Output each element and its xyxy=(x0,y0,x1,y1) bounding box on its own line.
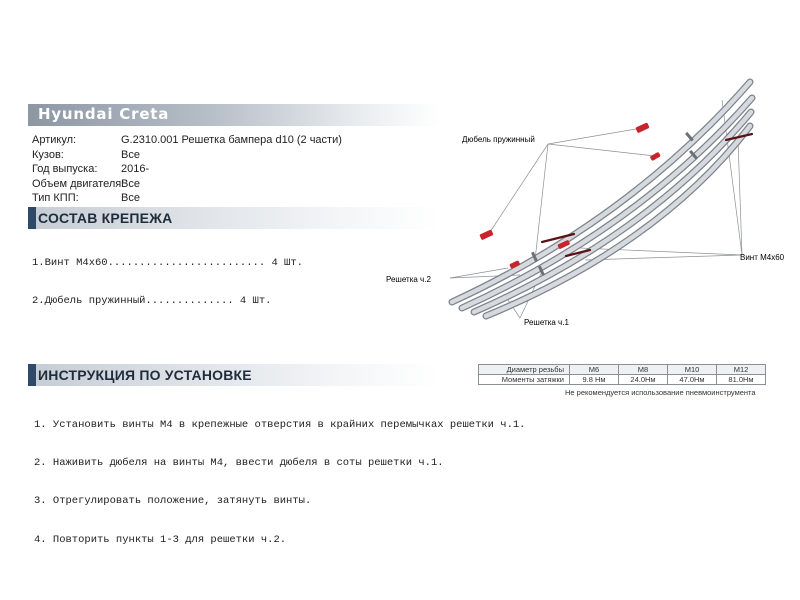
torque-note: Не рекомендуется использование пневмоинструмента xyxy=(565,388,756,397)
info-value-body: Все xyxy=(121,148,140,161)
torque-table xyxy=(478,364,766,385)
tube-outline xyxy=(452,82,750,302)
info-value-engine: Все xyxy=(121,177,140,190)
torque-size-cell: М8 xyxy=(619,365,668,375)
label-dowel: Дюбель пружинный xyxy=(462,135,535,144)
install-steps xyxy=(34,393,525,559)
info-label-gearbox: Тип КПП: xyxy=(32,192,79,204)
torque-row-value xyxy=(479,375,766,385)
torque-value-cell: 81.0Нм xyxy=(717,375,766,385)
info-label-year: Год выпуска: xyxy=(32,163,98,175)
vehicle-title: Hyundai Creta xyxy=(38,105,170,123)
fastener-item: 2.Дюбель пружинный.............. 4 Шт. xyxy=(32,294,272,307)
info-label-body: Кузов: xyxy=(32,148,64,161)
fasteners-section-accent xyxy=(28,207,36,229)
dowel-icon xyxy=(635,122,649,133)
install-section-accent xyxy=(28,364,36,386)
label-grille-2: Решетка ч.2 xyxy=(386,275,431,284)
install-step: 1. Установить винты М4 в крепежные отверстия в крайних перемычках решетки ч.1. xyxy=(34,418,526,431)
info-value-gearbox: Все xyxy=(121,192,140,204)
fasteners-list xyxy=(32,232,303,320)
grille-tubes xyxy=(452,82,752,316)
label-screw: Винт М4х60 xyxy=(740,253,785,262)
info-labels xyxy=(32,133,124,206)
dowel-icon xyxy=(479,229,493,240)
install-title: ИНСТРУКЦИЯ ПО УСТАНОВКЕ xyxy=(38,367,252,383)
dowel-icon xyxy=(650,152,661,161)
tube-1 xyxy=(452,82,750,302)
torque-size-cell: М6 xyxy=(570,365,619,375)
fastener-item: 1.Винт М4х60......................... 4 Шт. xyxy=(32,257,303,269)
info-values xyxy=(121,133,342,206)
install-step: 4. Повторить пункты 1-3 для решетки ч.2. xyxy=(34,533,287,546)
install-step: 2. Наживить дюбеля на винты М4, ввести дюбеля в соты решетки ч.1. xyxy=(34,456,444,469)
info-label-article: Артикул: xyxy=(32,134,77,146)
leader-line xyxy=(548,128,642,144)
info-value-year: 2016- xyxy=(121,163,150,175)
install-step: 3. Отрегулировать положение, затянуть винты. xyxy=(34,495,312,508)
info-label-engine: Объем двигателя: xyxy=(32,177,125,190)
torque-size-cell: М10 xyxy=(668,365,717,375)
torque-value-label: Моменты затяжки xyxy=(479,375,570,385)
grille-diagram xyxy=(370,70,790,350)
info-value-article: G.2310.001 Решетка бампера d10 (2 части) xyxy=(121,134,342,146)
fasteners-title: СОСТАВ КРЕПЕЖА xyxy=(38,210,173,226)
torque-value-cell: 9.8 Нм xyxy=(570,375,619,385)
torque-size-cell: М12 xyxy=(717,365,766,375)
torque-value-cell: 47.0Нм xyxy=(668,375,717,385)
torque-value-cell: 24.0Нм xyxy=(619,375,668,385)
leader-line xyxy=(548,144,655,156)
torque-size-label: Диаметр резьбы xyxy=(479,365,570,375)
label-grille-1: Решетка ч.1 xyxy=(524,318,569,327)
torque-row-size xyxy=(479,365,766,375)
